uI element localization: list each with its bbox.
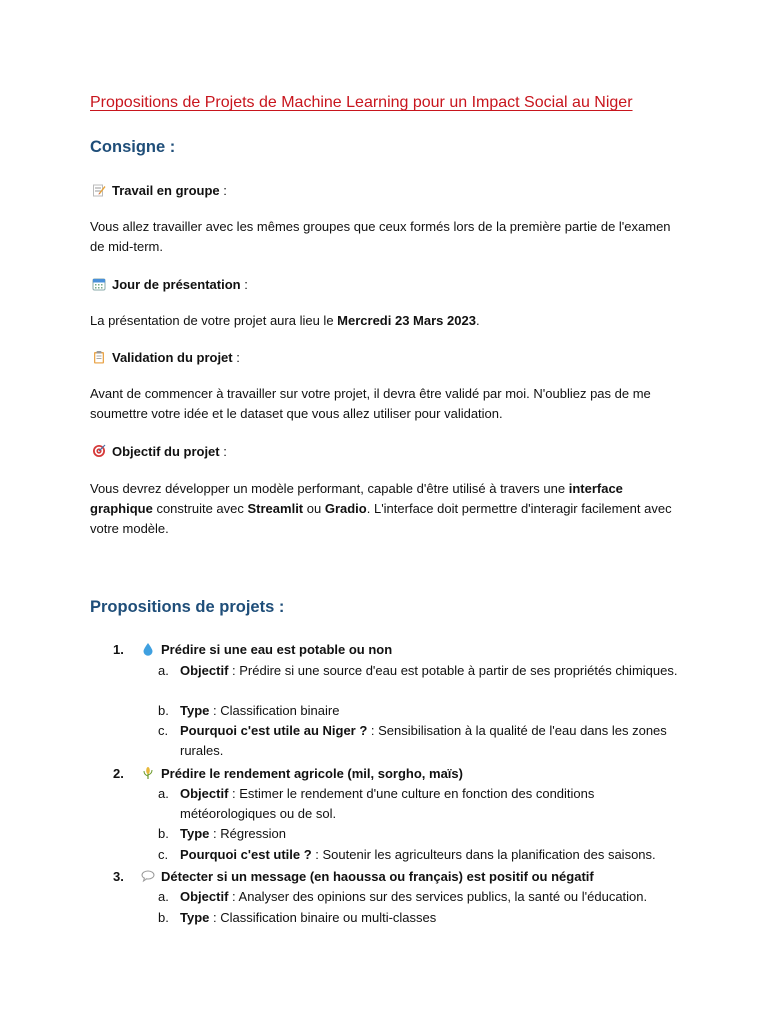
colon: :	[219, 183, 227, 198]
sub-value: : Classification binaire	[209, 703, 340, 718]
item-title: Prédire si une eau est potable ou non	[161, 642, 393, 657]
sub-item	[158, 824, 678, 844]
sub-item	[158, 661, 678, 681]
section-label: Jour de présentation	[112, 277, 241, 292]
sub-letter: a.	[158, 663, 169, 678]
item-title: Prédire le rendement agricole (mil, sorgho, maïs)	[161, 766, 463, 781]
section-label: Validation du projet	[112, 350, 233, 365]
colon: :	[219, 444, 227, 459]
section-validation-text: Avant de commencer à travailler sur votre projet, il devra être validé par moi. N'oubliez pas de me soumettre votre idée et le dataset que vous allez utiliser pour validation.	[90, 386, 651, 421]
section-jour-label	[92, 276, 248, 294]
colon: :	[232, 350, 240, 365]
sub-key: Type	[180, 703, 210, 718]
sub-key: Pourquoi c'est utile ?	[180, 847, 312, 862]
text: La présentation de votre projet aura lieu le	[90, 313, 338, 328]
section-travail-label	[92, 182, 227, 200]
sub-value: : Soutenir les agriculteurs dans la planification des saisons.	[311, 847, 656, 862]
section-objectif-label	[92, 443, 227, 461]
sub-item	[158, 784, 678, 824]
sub-value: : Analyser des opinions sur des services publics, la santé ou l'éducation.	[228, 889, 648, 904]
list-item	[113, 641, 392, 659]
bold: Streamlit	[247, 501, 304, 516]
sub-key: Objectif	[180, 786, 229, 801]
item-title: Détecter si un message (en haoussa ou français) est positif ou négatif	[161, 869, 594, 884]
sub-item	[158, 721, 678, 761]
sub-key: Type	[180, 826, 210, 841]
text: . L'interface doit permettre d'interagir facilement avec votre modèle.	[90, 501, 672, 536]
sub-key: Objectif	[180, 889, 229, 904]
text: Vous devrez développer un modèle performant, capable d'être utilisé à travers une	[90, 481, 569, 496]
sub-letter: c.	[158, 847, 169, 862]
sub-value: : Prédire si une source d'eau est potable à partir de ses propriétés chimiques.	[228, 663, 678, 678]
crop-icon	[141, 766, 155, 780]
sub-letter: c.	[158, 723, 169, 738]
sub-item	[158, 887, 678, 907]
target-icon	[92, 444, 106, 458]
sub-value: : Régression	[209, 826, 286, 841]
list-item	[113, 868, 594, 886]
sub-item	[158, 845, 678, 865]
consigne-heading: Consigne :	[90, 138, 176, 156]
sub-key: Type	[180, 910, 210, 925]
sub-key: Objectif	[180, 663, 229, 678]
propositions-heading: Propositions de projets :	[90, 598, 285, 616]
sub-letter: b.	[158, 826, 169, 841]
text: ou	[303, 501, 325, 516]
clipboard-icon	[92, 350, 106, 364]
sub-value: : Classification binaire ou multi-classes	[209, 910, 437, 925]
item-number: 2.	[113, 766, 124, 781]
sub-item	[158, 701, 678, 721]
calendar-icon	[92, 277, 106, 291]
sub-value: : Estimer le rendement d'une culture en fonction des conditions météorologiques ou de sol.	[180, 786, 595, 821]
section-travail-text: Vous allez travailler avec les mêmes groupes que ceux formés lors de la première partie de l'examen de mid-term.	[90, 219, 671, 254]
droplet-icon	[141, 642, 155, 656]
list-item	[113, 765, 463, 783]
sub-item	[158, 908, 678, 928]
section-label: Travail en groupe	[112, 183, 220, 198]
section-label: Objectif du projet	[112, 444, 220, 459]
sub-value: : Sensibilisation à la qualité de l'eau dans les zones rurales.	[180, 723, 667, 758]
bold: Gradio	[324, 501, 367, 516]
memo-icon	[92, 183, 106, 197]
text: construite avec	[152, 501, 248, 516]
sub-letter: a.	[158, 786, 169, 801]
sub-letter: b.	[158, 703, 169, 718]
section-jour-text	[90, 311, 680, 331]
date-bold: Mercredi 23 Mars 2023	[337, 313, 476, 328]
bold: interface graphique	[90, 481, 623, 516]
document-title: Propositions de Projets de Machine Learning pour un Impact Social au Niger	[90, 94, 633, 111]
item-number: 3.	[113, 869, 124, 884]
speech-bubble-icon	[141, 869, 155, 883]
colon: :	[240, 277, 248, 292]
item-number: 1.	[113, 642, 124, 657]
sub-key: Pourquoi c'est utile au Niger ?	[180, 723, 368, 738]
text: .	[475, 313, 480, 328]
section-objectif-text	[90, 479, 680, 539]
sub-letter: b.	[158, 910, 169, 925]
sub-letter: a.	[158, 889, 169, 904]
section-validation-label	[92, 349, 240, 367]
